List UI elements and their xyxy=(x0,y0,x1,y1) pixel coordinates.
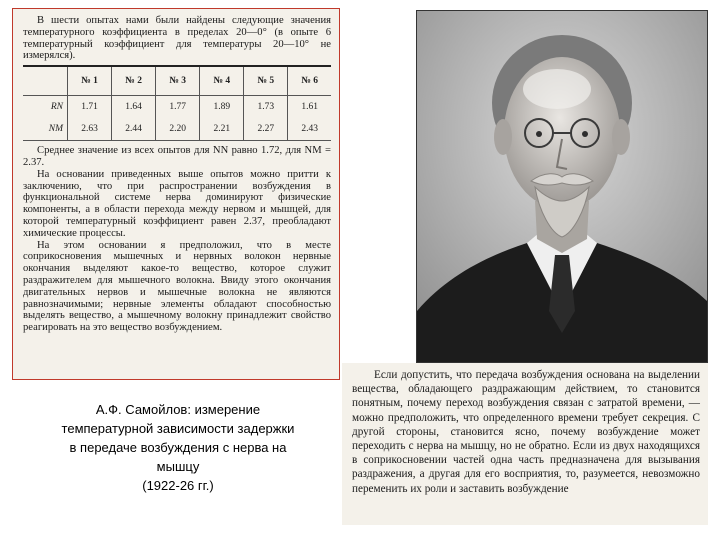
secretion-paragraph: Если допустить, что передача возбуждения основана на выделении вещества, обладающего раздражающим действием, то становится понятным, почему переход возбуждения связан с затратой времени, — можно предположить, что определенного времени требует секреция. С другой стороны, становится ясно, почему возбуждение может переходить с нерва на мышцу, но не обратно. Если из двух находящихся в соприкосновении частей одна часть предназначена для вызывания раздражения, а другая для его восприятия, то, разумеется, невозможно переменить их роли и заставить возбуждение xyxy=(352,369,700,495)
caption-line: температурной зависимости задержки xyxy=(61,421,295,436)
table-cell: 2.20 xyxy=(156,118,200,141)
table-cell: 1.71 xyxy=(68,96,112,119)
table-header-cell xyxy=(23,66,68,96)
table-header-row xyxy=(23,66,331,96)
table-cell: 2.43 xyxy=(288,118,331,141)
portrait-photo xyxy=(416,10,708,363)
caption-line: мышцу xyxy=(156,459,200,474)
row-label: RN xyxy=(50,102,63,113)
table-header-cell: № 6 xyxy=(288,66,331,96)
table-row xyxy=(23,118,331,141)
scanned-page-right xyxy=(342,363,708,525)
intro-paragraph: В шести опытах нами были найдены следующие значения температурного коэффициента в пределах 20—0° (в опыте 6 температурный коэффициент для температуры 20—10° не измерялся). xyxy=(23,15,331,62)
table-header-cell: № 4 xyxy=(200,66,244,96)
table-cell: 1.77 xyxy=(156,96,200,119)
table-cell: 2.21 xyxy=(200,118,244,141)
average-paragraph: Среднее значение из всех опытов для NN равно 1.72, для NM = 2.37. xyxy=(23,145,331,168)
caption-line: А.Ф. Самойлов: измерение xyxy=(95,402,261,417)
table-cell: 1.73 xyxy=(244,96,288,119)
scanned-page-left xyxy=(12,8,340,380)
table-cell: 1.89 xyxy=(200,96,244,119)
table-header-cell: № 1 xyxy=(68,66,112,96)
table-row xyxy=(23,96,331,119)
hypothesis-paragraph: На этом основании я предположил, что в месте соприкосновения мышечных и нервных волокон нервные окончания выделяют какое-то вещество, которое служит раздражителем для мышечного волокна. Ввиду этого окончания двигательных нервов и мышечные волокна не являются равнозначимыми; нервные элементы обладают способностью выделять вещество, а мышечному волокну принадлежит свойство реагировать на это вещество возбуждением. xyxy=(23,239,331,334)
table-cell: 2.27 xyxy=(244,118,288,141)
table-cell: 2.63 xyxy=(68,118,112,141)
table-cell: 1.64 xyxy=(112,96,156,119)
slide-caption xyxy=(28,400,328,495)
table-header-cell: № 3 xyxy=(156,66,200,96)
row-label: NM xyxy=(23,118,68,141)
table-cell: 1.61 xyxy=(288,96,331,119)
caption-line: (1922-26 гг.) xyxy=(142,478,214,493)
table-header-cell: № 2 xyxy=(112,66,156,96)
conclusion-paragraph: На основании приведенных выше опытов можно притти к заключению, что при распространении возбуждения в функциональной системе нерва доминируют физические компоненты, а в области перехода между нервом и мышцей, для которой температурный коэффициент равен 2.37, преобладают химические процессы. xyxy=(23,168,331,239)
caption-line: в передаче возбуждения с нерва на xyxy=(69,440,287,455)
portrait-illustration xyxy=(417,11,707,362)
table-cell: 2.44 xyxy=(112,118,156,141)
temperature-coefficient-table xyxy=(23,65,331,141)
table-header-cell: № 5 xyxy=(244,66,288,96)
